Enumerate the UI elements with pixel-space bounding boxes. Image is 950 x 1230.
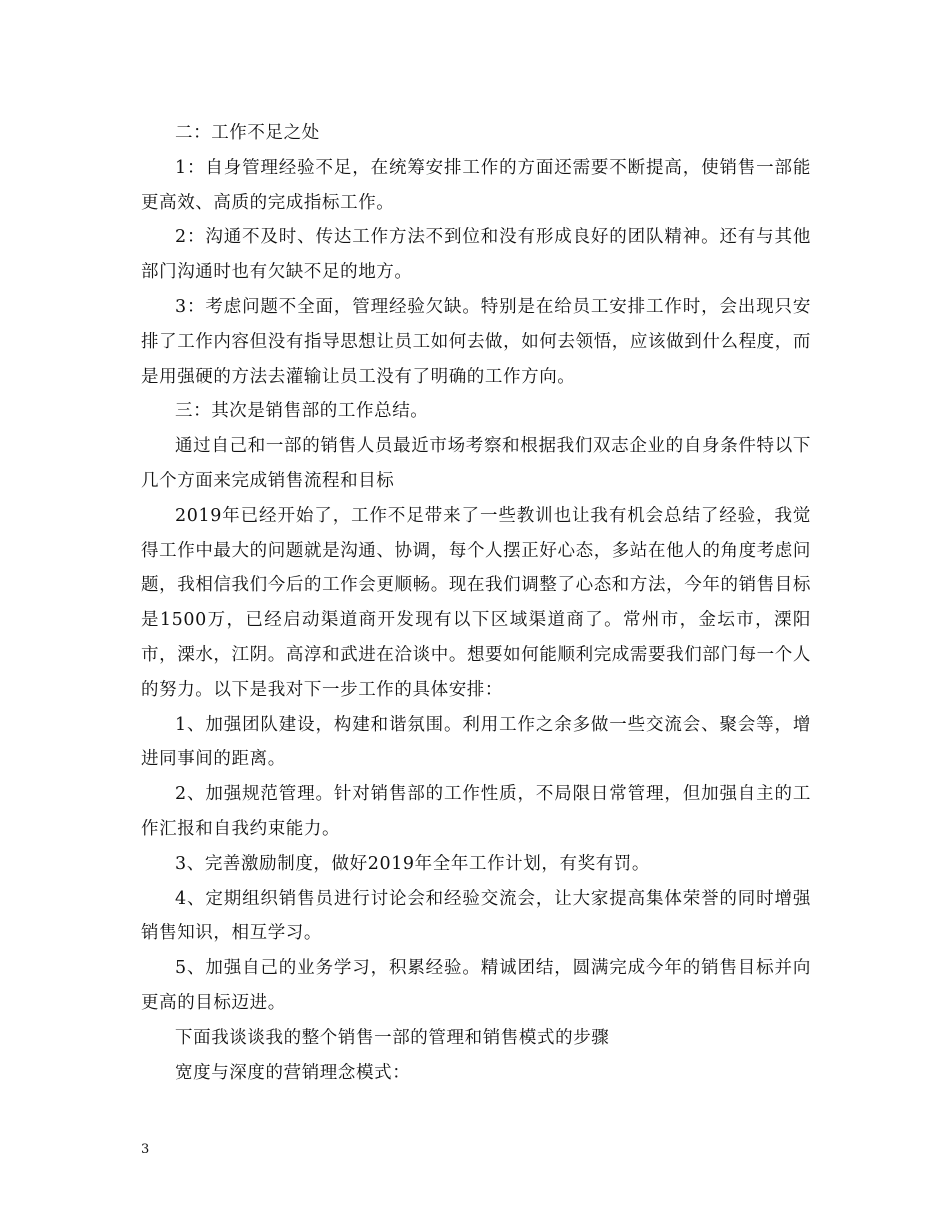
plan-item-1: 1、加强团队建设，构建和谐氛围。利用工作之余多做一些交流会、聚会等，增进同事间的距离。 <box>141 714 811 770</box>
paragraph-intro: 通过自己和一部的销售人员最近市场考察和根据我们双志企业的自身条件特以下几个方面来完成销售流程和目标 <box>141 436 811 491</box>
document-body <box>141 116 811 1090</box>
section-heading-shortcomings: 二：工作不足之处 <box>175 123 320 143</box>
paragraph-item-2: 2：沟通不及时、传达工作方法不到位和没有形成良好的团队精神。还有与其他部门沟通时也有欠缺不足的地方。 <box>141 227 811 283</box>
paragraph-item-3: 3：考虑问题不全面，管理经验欠缺。特别是在给员工安排工作时，会出现只安排了工作内容但没有指导思想让员工如何去做，如何去领悟，应该做到什么程度，而是用强硬的方法去灌输让员工没有了明确的工作方向。 <box>141 296 811 387</box>
paragraph-2019-overview: 2019年已经开始了，工作不足带来了一些教训也让我有机会总结了经验，我觉得工作中最大的问题就是沟通、协调，每个人摆正好心态，多站在他人的角度考虑问题，我相信我们今后的工作会更顺畅。现在我们调整了心态和方法，今年的销售目标是1500万，已经启动渠道商开发现有以下区域渠道商了。常州市，金坛市，溧阳市，溧水，江阴。高淳和武进在洽谈中。想要如何能顺利完成需要我们部门每一个人的努力。以下是我对下一步工作的具体安排： <box>141 505 811 700</box>
plan-item-2: 2、加强规范管理。针对销售部的工作性质，不局限日常管理，但加强自主的工作汇报和自我约束能力。 <box>141 784 811 839</box>
plan-item-5: 5、加强自己的业务学习，积累经验。精诚团结，圆满完成今年的销售目标并向更高的目标迈进。 <box>141 958 811 1013</box>
paragraph-management-intro: 下面我谈谈我的整个销售一部的管理和销售模式的步骤 <box>175 1027 610 1048</box>
paragraph-item-1: 1：自身管理经验不足，在统筹安排工作的方面还需要不断提高，使销售一部能更高效、高质的完成指标工作。 <box>141 157 811 213</box>
plan-item-3: 3、完善激励制度，做好2019年全年工作计划，有奖有罚。 <box>175 853 650 874</box>
paragraph-marketing-model: 宽度与深度的营销理念模式： <box>175 1062 411 1083</box>
plan-item-4: 4、定期组织销售员进行讨论会和经验交流会，让大家提高集体荣誉的同时增强销售知识，相互学习。 <box>141 888 811 944</box>
section-heading-summary: 三：其次是销售部的工作总结。 <box>175 401 429 422</box>
page-number: 3 <box>141 1142 150 1157</box>
